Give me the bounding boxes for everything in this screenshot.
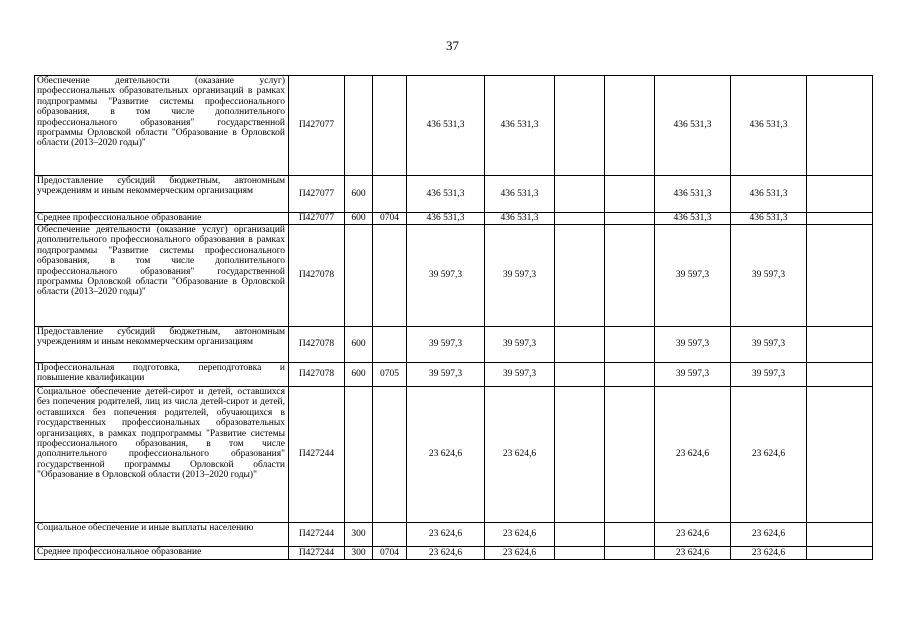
target-article-cell: П427077 (289, 76, 345, 176)
amount-cell (555, 225, 605, 327)
amount-cell: 23 624,6 (485, 523, 555, 547)
amount-cell: 436 531,3 (655, 213, 731, 225)
section-cell: 0704 (373, 547, 407, 560)
section-cell (373, 225, 407, 327)
page-number: 37 (446, 38, 459, 53)
amount-cell: 23 624,6 (731, 523, 807, 547)
amount-cell: 23 624,6 (655, 387, 731, 523)
amount-cell (555, 176, 605, 213)
amount-cell (807, 213, 873, 225)
amount-cell: 436 531,3 (407, 213, 485, 225)
amount-cell (555, 387, 605, 523)
expense-type-cell: 600 (345, 176, 373, 213)
table-row (35, 213, 873, 225)
expense-type-cell (345, 387, 373, 523)
amount-cell (555, 213, 605, 225)
row-name-cell: Среднее профессиональное образование (35, 213, 289, 225)
amount-cell (605, 363, 655, 387)
amount-cell: 23 624,6 (731, 547, 807, 560)
amount-cell: 436 531,3 (485, 213, 555, 225)
amount-cell: 39 597,3 (485, 327, 555, 363)
expense-type-cell (345, 76, 373, 176)
row-name-cell: Предоставление субсидий бюджетным, автономным учреждениям и иным некоммерческим организациям (35, 327, 289, 363)
amount-cell (555, 363, 605, 387)
amount-cell (605, 176, 655, 213)
amount-cell: 39 597,3 (655, 225, 731, 327)
row-name-cell: Обеспечение деятельности (оказание услуг) организаций дополнительного профессионального образования в рамках подпрограммы "Развитие системы профессионального образования, в том числе дополнительного профессионального образования" государственной программы Орловской области "Образование в Орловской области (2013–2020 годы)" (35, 225, 289, 327)
section-cell (373, 76, 407, 176)
row-name-cell: Среднее профессиональное образование (35, 547, 289, 560)
amount-cell: 39 597,3 (731, 225, 807, 327)
budget-table (34, 75, 873, 560)
amount-cell (807, 363, 873, 387)
amount-cell (605, 213, 655, 225)
amount-cell: 39 597,3 (485, 225, 555, 327)
amount-cell (605, 547, 655, 560)
table-row (35, 523, 873, 547)
amount-cell: 23 624,6 (655, 547, 731, 560)
target-article-cell: П427244 (289, 387, 345, 523)
row-name-cell: Социальное обеспечение детей-сирот и детей, оставшихся без попечения родителей, лиц из числа детей-сирот и детей, оставшихся без попечения родителей, обучающихся в государственных профессиональных образовательных организациях, в рамках подпрограммы "Развитие системы профессионального образования, в том числе дополнительного профессионального образования" государственной программы Орловской области "Образование в Орловской области (2013–2020 годы)" (35, 387, 289, 523)
amount-cell: 39 597,3 (407, 363, 485, 387)
amount-cell: 23 624,6 (407, 547, 485, 560)
section-cell (373, 327, 407, 363)
table-row (35, 176, 873, 213)
amount-cell: 436 531,3 (655, 76, 731, 176)
section-cell: 0705 (373, 363, 407, 387)
amount-cell (605, 76, 655, 176)
amount-cell: 39 597,3 (655, 327, 731, 363)
amount-cell (807, 547, 873, 560)
section-cell (373, 387, 407, 523)
amount-cell: 39 597,3 (407, 327, 485, 363)
amount-cell: 436 531,3 (655, 176, 731, 213)
amount-cell (807, 225, 873, 327)
amount-cell (807, 76, 873, 176)
amount-cell: 436 531,3 (485, 176, 555, 213)
table-row (35, 387, 873, 523)
expense-type-cell: 600 (345, 363, 373, 387)
target-article-cell: П427078 (289, 327, 345, 363)
amount-cell: 39 597,3 (655, 363, 731, 387)
target-article-cell: П427244 (289, 547, 345, 560)
amount-cell (605, 387, 655, 523)
amount-cell: 39 597,3 (731, 363, 807, 387)
amount-cell: 436 531,3 (485, 76, 555, 176)
expense-type-cell: 600 (345, 327, 373, 363)
amount-cell: 39 597,3 (407, 225, 485, 327)
amount-cell: 39 597,3 (485, 363, 555, 387)
expense-type-cell (345, 225, 373, 327)
amount-cell: 436 531,3 (731, 76, 807, 176)
amount-cell: 23 624,6 (655, 523, 731, 547)
row-name-cell: Профессиональная подготовка, переподготовка и повышение квалификации (35, 363, 289, 387)
amount-cell (807, 327, 873, 363)
table-row (35, 76, 873, 176)
target-article-cell: П427244 (289, 523, 345, 547)
amount-cell: 39 597,3 (731, 327, 807, 363)
target-article-cell: П427077 (289, 213, 345, 225)
amount-cell (807, 387, 873, 523)
target-article-cell: П427078 (289, 363, 345, 387)
amount-cell: 436 531,3 (407, 76, 485, 176)
amount-cell (605, 327, 655, 363)
amount-cell: 23 624,6 (407, 523, 485, 547)
amount-cell (807, 176, 873, 213)
row-name-cell: Социальное обеспечение и иные выплаты населению (35, 523, 289, 547)
target-article-cell: П427077 (289, 176, 345, 213)
amount-cell: 23 624,6 (485, 387, 555, 523)
row-name-cell: Обеспечение деятельности (оказание услуг) профессиональных образовательных организаций в рамках подпрограммы "Развитие системы профессионального образования, в том числе дополнительного профессионального образования" государственной программы Орловской области "Образование в Орловской области (2013–2020 годы)" (35, 76, 289, 176)
amount-cell: 23 624,6 (407, 387, 485, 523)
amount-cell (555, 547, 605, 560)
section-cell (373, 176, 407, 213)
target-article-cell: П427078 (289, 225, 345, 327)
expense-type-cell: 600 (345, 213, 373, 225)
amount-cell: 436 531,3 (731, 176, 807, 213)
expense-type-cell: 300 (345, 523, 373, 547)
amount-cell: 23 624,6 (731, 387, 807, 523)
amount-cell (555, 327, 605, 363)
table-body (35, 76, 873, 560)
expense-type-cell: 300 (345, 547, 373, 560)
amount-cell (807, 523, 873, 547)
table-row (35, 363, 873, 387)
section-cell (373, 523, 407, 547)
amount-cell: 436 531,3 (407, 176, 485, 213)
amount-cell (605, 225, 655, 327)
amount-cell: 436 531,3 (731, 213, 807, 225)
section-cell: 0704 (373, 213, 407, 225)
row-name-cell: Предоставление субсидий бюджетным, автономным учреждениям и иным некоммерческим организациям (35, 176, 289, 213)
amount-cell (555, 523, 605, 547)
table-row (35, 547, 873, 560)
amount-cell (605, 523, 655, 547)
amount-cell (555, 76, 605, 176)
table-row (35, 327, 873, 363)
table-row (35, 225, 873, 327)
amount-cell: 23 624,6 (485, 547, 555, 560)
